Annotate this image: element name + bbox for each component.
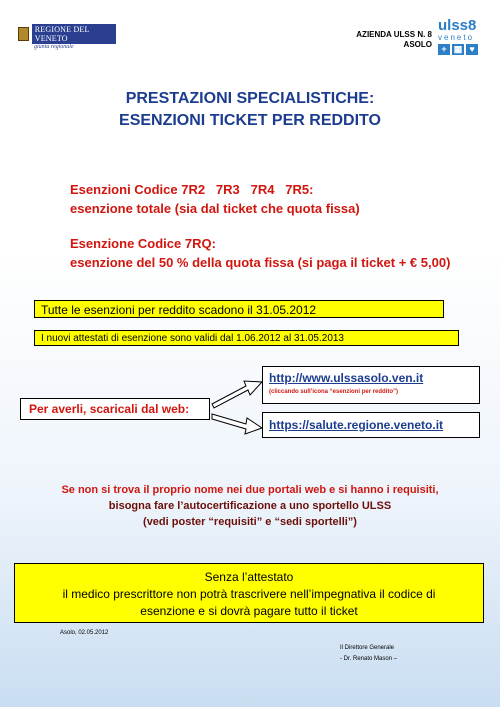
attestato-line-2: il medico prescrittore non potrà trascrivere nell’impegnativa il codice di <box>62 587 436 601</box>
codes-desc: esenzione totale (sia dal ticket che quota fissa) <box>70 201 360 216</box>
attestato-line-3: esenzione e si dovrà pagare tutto il ticket <box>140 604 358 618</box>
title-line-2: ESENZIONI TICKET PER REDDITO <box>119 112 381 129</box>
regione-subtitle: giunta regionale <box>34 44 74 50</box>
azienda-line-2: ASOLO <box>403 40 432 49</box>
heart-icon: ♥ <box>466 44 478 55</box>
attestato-notice <box>14 563 484 623</box>
ulss-logo-top: ulss8 <box>438 17 477 34</box>
exemptions-block <box>70 180 450 272</box>
link-box-ulssasolo <box>262 366 480 404</box>
regione-veneto-logo <box>18 24 116 50</box>
document-date: Asolo, 02.05.2012 <box>60 630 109 636</box>
cross-icon: + <box>438 44 450 55</box>
rq-line: Esenzione Codice 7RQ: <box>70 236 216 251</box>
attestato-line-1: Senza l’attestato <box>204 570 294 584</box>
self-certification-warning <box>0 482 500 530</box>
building-icon: ▦ <box>453 44 463 54</box>
signature-title: Il Direttore Generale <box>340 645 395 651</box>
lion-seal-icon <box>18 27 29 41</box>
arrow-up-icon <box>212 381 262 408</box>
warning-line-2: bisogna fare l’autocertificazione a uno sportello ULSS <box>108 500 392 512</box>
codes-line: Esenzioni Codice 7R2 7R3 7R4 7R5: <box>70 182 314 197</box>
ulss-logo-mid: veneto <box>438 33 475 42</box>
link-box-salute <box>262 412 480 438</box>
signature-block <box>340 643 397 665</box>
signature-name: - Dr. Renato Mason – <box>340 656 398 662</box>
rq-desc: esenzione del 50 % della quota fissa (si paga il ticket + € 5,00) <box>70 255 451 270</box>
azienda-label <box>356 30 432 50</box>
page-title <box>0 88 500 132</box>
link-ulssasolo[interactable]: http://www.ulssasolo.ven.it <box>269 371 424 385</box>
download-label: Per averli, scaricali dal web: <box>20 398 210 420</box>
link-ulssasolo-note: (cliccando sull’icona “esenzioni per reddito”) <box>269 389 399 395</box>
azienda-line-1: AZIENDA ULSS N. 8 <box>356 30 432 39</box>
warning-line-3: (vedi poster “requisiti” e “sedi sportelli”) <box>143 516 357 528</box>
regione-logo-text: REGIONE DEL VENETO <box>32 24 116 44</box>
notice-expiry: Tutte le esenzioni per reddito scadono il 31.05.2012 <box>34 300 444 318</box>
ulss-logo-icons <box>438 44 482 55</box>
arrow-down-icon <box>212 414 262 434</box>
notice-validity: I nuovi attestati di esenzione sono validi dal 1.06.2012 al 31.05.2013 <box>34 330 459 346</box>
title-line-1: PRESTAZIONI SPECIALISTICHE: <box>125 90 375 107</box>
warning-line-1: Se non si trova il proprio nome nei due portali web e si hanno i requisiti, <box>61 484 439 496</box>
ulss8-logo <box>438 18 482 55</box>
link-salute-regione[interactable]: https://salute.regione.veneto.it <box>269 418 444 432</box>
